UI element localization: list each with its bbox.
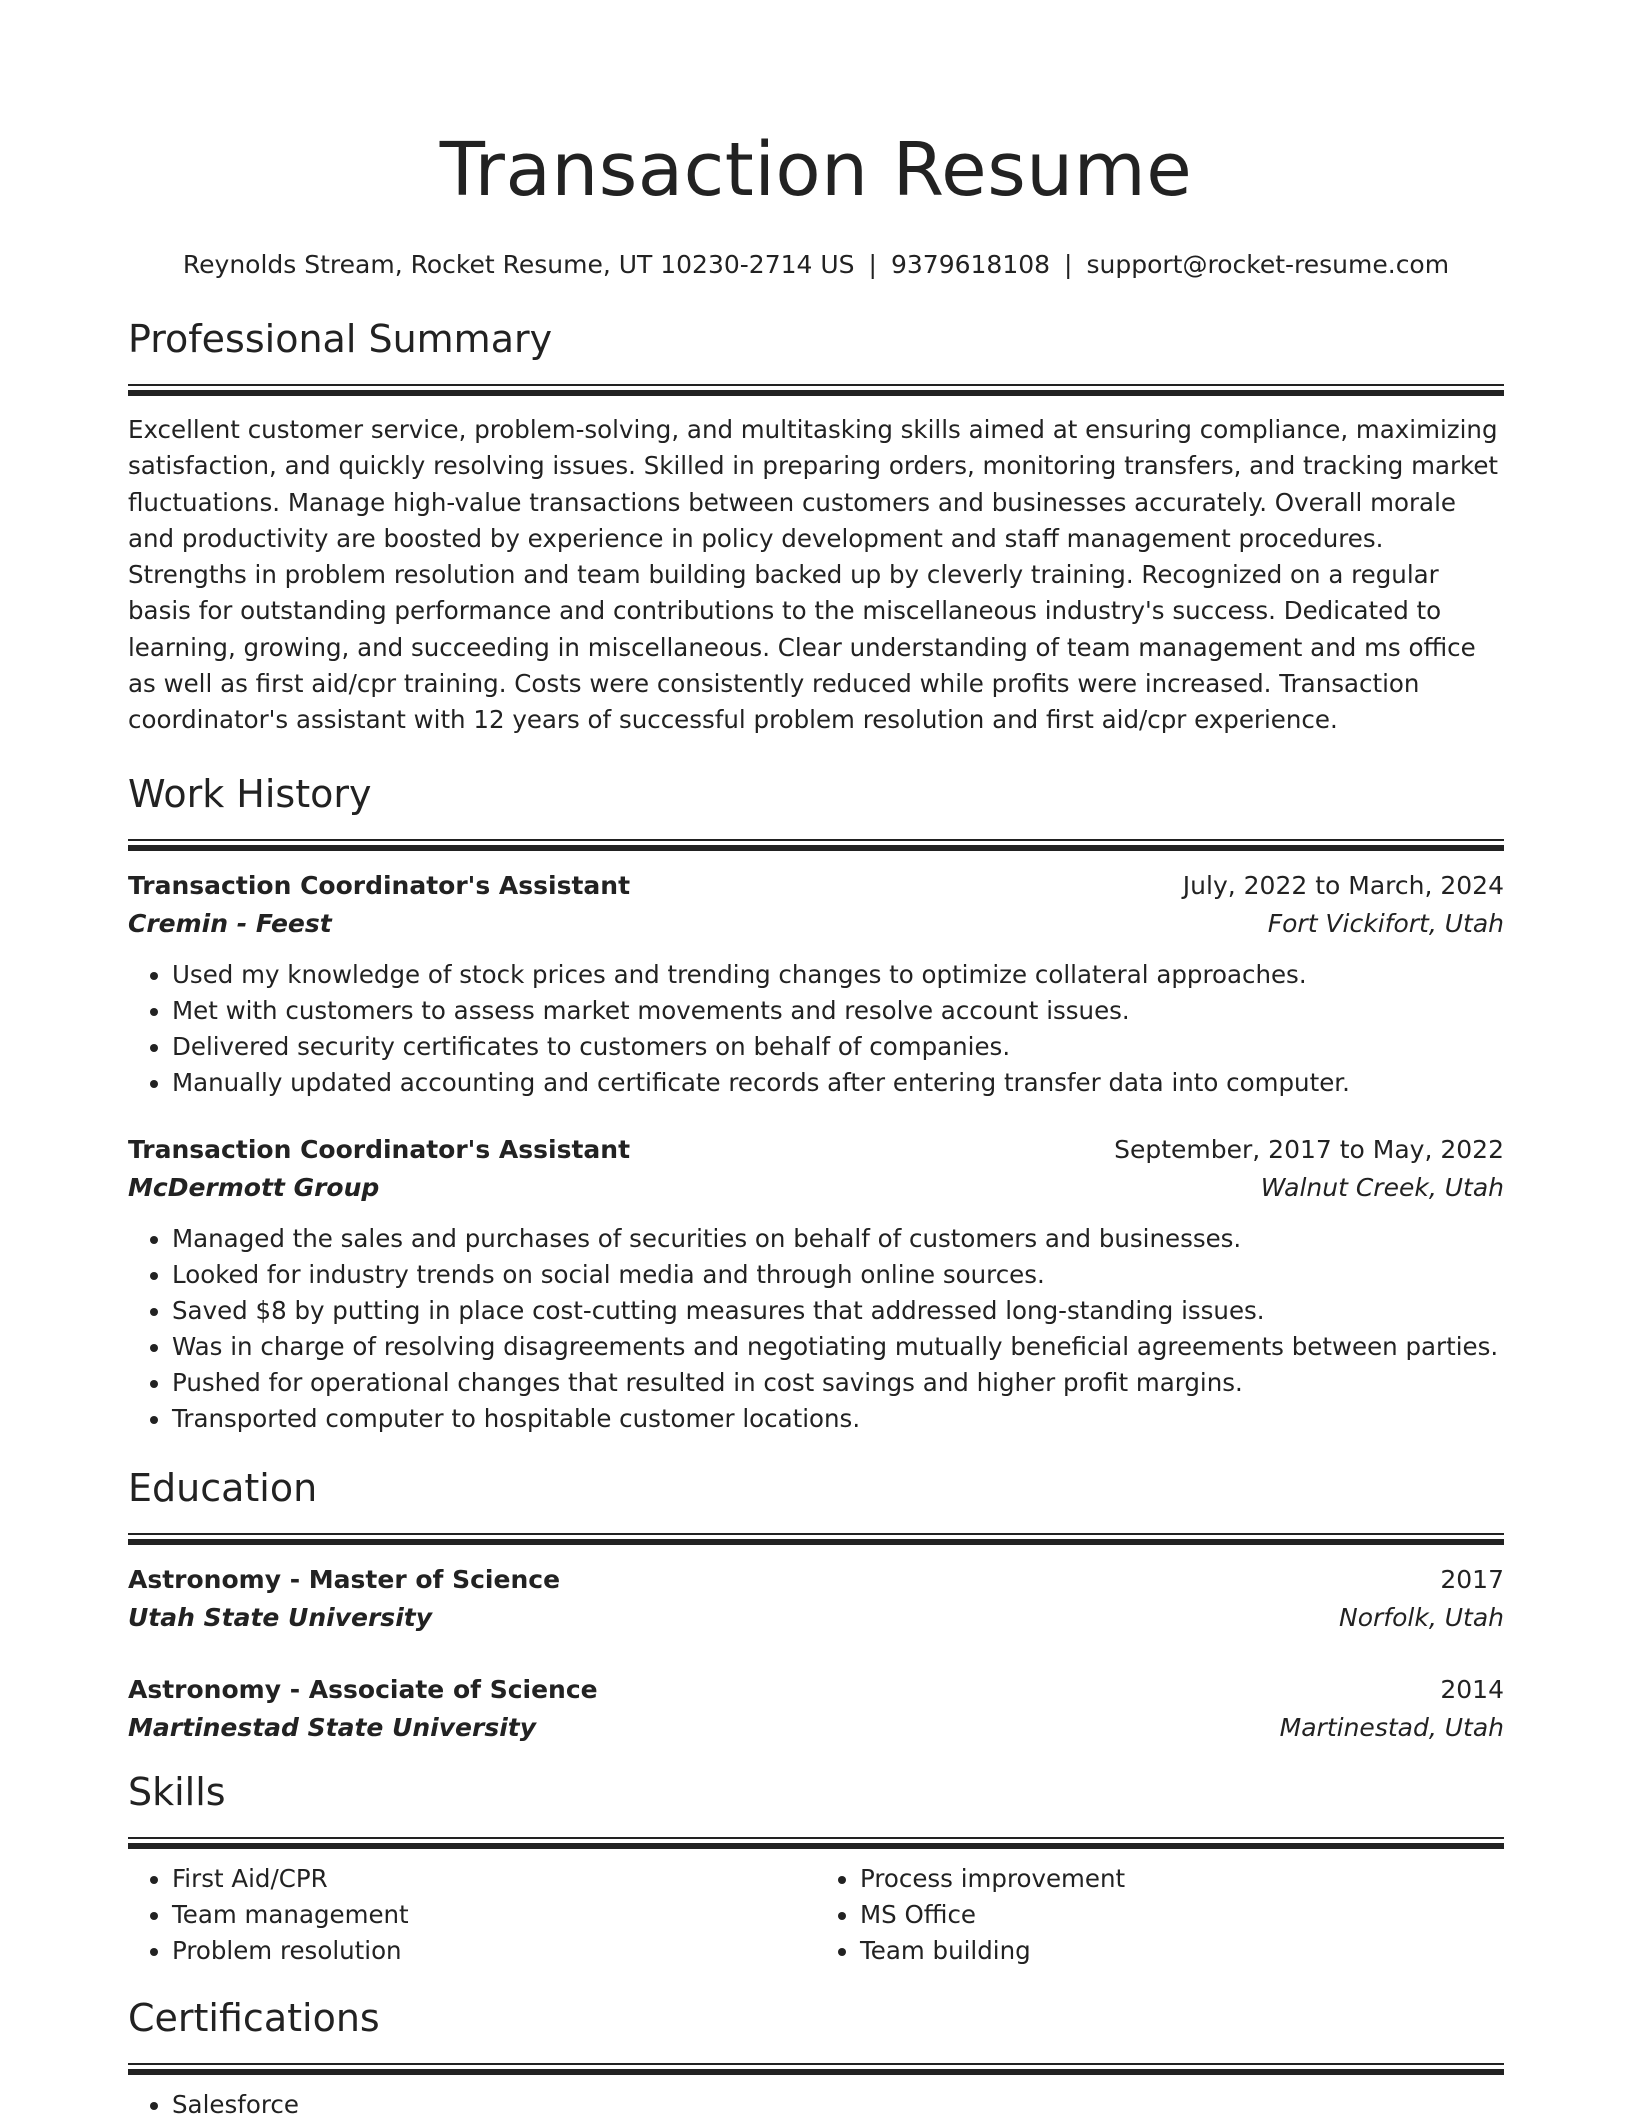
skills-heading: Skills [128, 1769, 226, 1814]
list-item: • First Aid/CPR [172, 1861, 816, 1897]
education-year: 2017 [1440, 1564, 1504, 1594]
summary-section [128, 314, 1504, 739]
list-item: • Met with customers to assess market movements and resolve account issues. [172, 993, 1504, 1029]
skills-column-right [816, 1861, 1504, 1969]
certifications-heading: Certifications [128, 1995, 380, 2040]
education-entry [128, 1561, 1504, 1637]
list-item: • Team building [860, 1933, 1504, 1969]
list-item: • Saved $8 by putting in place cost-cutting measures that addressed long-standing issues. [172, 1293, 1504, 1329]
education-subheader [128, 1709, 1504, 1747]
contact-email: support@rocket-resume.com [1086, 250, 1450, 279]
skills-grid [128, 1861, 1504, 1969]
contact-separator: | [868, 250, 877, 279]
list-item: • Looked for industry trends on social media and through online sources. [172, 1257, 1504, 1293]
job-bullets [128, 957, 1504, 1101]
job-company: McDermott Group [128, 1172, 380, 1202]
work-history-heading: Work History [128, 771, 372, 816]
job-subheader [128, 1169, 1504, 1207]
list-item: • Transported computer to hospitable customer locations. [172, 1401, 1504, 1437]
education-heading: Education [128, 1465, 318, 1510]
list-item: • Pushed for operational changes that resulted in cost savings and higher profit margins. [172, 1365, 1504, 1401]
list-item: • Used my knowledge of stock prices and trending changes to optimize collateral approaches. [172, 957, 1504, 993]
list-item: • Managed the sales and purchases of securities on behalf of customers and businesses. [172, 1221, 1504, 1257]
section-divider [128, 1533, 1504, 1545]
contact-line [128, 246, 1504, 284]
job-dates: September, 2017 to May, 2022 [1114, 1134, 1504, 1164]
education-header [128, 1561, 1504, 1599]
resume-name: Transaction Resume [439, 127, 1193, 213]
job-entry [128, 867, 1504, 1101]
work-history-section [128, 769, 1504, 1437]
job-company: Cremin - Feest [128, 908, 332, 938]
contact-phone: 9379618108 [890, 250, 1051, 279]
education-location: Martinestad, Utah [1279, 1712, 1504, 1742]
contact-separator: | [1064, 250, 1073, 279]
job-entry [128, 1131, 1504, 1437]
list-item: • Process improvement [860, 1861, 1504, 1897]
list-item: • Delivered security certificates to customers on behalf of companies. [172, 1029, 1504, 1065]
education-section [128, 1463, 1504, 1747]
summary-heading: Professional Summary [128, 317, 553, 361]
summary-text: Excellent customer service, problem-solving, and multitasking skills aimed at ensuring compliance, maximizing satisfaction, and quickly resolving issues. Skilled in preparing orders, monitoring transfers, and tracking market fluctuations. Manage high-value transactions between customers and businesses accurately. Overall morale and productivity are boosted by experience in policy development and staff management procedures. Strengths in problem resolution and team building backed up by cleverly training. Recognized on a regular basis for outstanding performance and contributions to the miscellaneous industry's success. Dedicated to learning, growing, and succeeding in miscellaneous. Clear understanding of team management and ms office as well as first aid/cpr training. Costs were consistently reduced while profits were increased. Transaction coordinator's assistant with 12 years of successful problem resolution and first aid/cpr experience. [128, 415, 1499, 735]
job-bullets [128, 1221, 1504, 1437]
education-degree: Astronomy - Master of Science [128, 1564, 561, 1594]
education-year: 2014 [1440, 1674, 1504, 1704]
section-divider [128, 384, 1504, 396]
list-item: • Manually updated accounting and certificate records after entering transfer data into computer. [172, 1065, 1504, 1101]
education-school: Martinestad State University [128, 1712, 537, 1742]
job-dates: July, 2022 to March, 2024 [1182, 870, 1504, 900]
job-title: Transaction Coordinator's Assistant [128, 1134, 631, 1164]
certifications-list [128, 2087, 1504, 2123]
list-item: • MS Office [860, 1897, 1504, 1933]
education-subheader [128, 1599, 1504, 1637]
education-entry [128, 1671, 1504, 1747]
list-item: • Salesforce [172, 2087, 1504, 2123]
education-header [128, 1671, 1504, 1709]
education-degree: Astronomy - Associate of Science [128, 1674, 598, 1704]
section-divider [128, 839, 1504, 851]
section-divider [128, 1837, 1504, 1849]
contact-address: Reynolds Stream, Rocket Resume, UT 10230-2714 US [182, 250, 855, 279]
section-divider [128, 2063, 1504, 2075]
job-location: Walnut Creek, Utah [1260, 1172, 1504, 1202]
job-header [128, 1131, 1504, 1169]
list-item: • Problem resolution [172, 1933, 816, 1969]
education-location: Norfolk, Utah [1339, 1602, 1504, 1632]
job-subheader [128, 905, 1504, 943]
job-location: Fort Vickifort, Utah [1267, 908, 1504, 938]
skills-list [128, 1861, 816, 1969]
skills-section [128, 1767, 1504, 1969]
certifications-section [128, 1993, 1504, 2123]
job-title: Transaction Coordinator's Assistant [128, 870, 631, 900]
list-item: • Team management [172, 1897, 816, 1933]
skills-list [816, 1861, 1504, 1969]
job-header [128, 867, 1504, 905]
list-item: • Was in charge of resolving disagreements and negotiating mutually beneficial agreements between parties. [172, 1329, 1504, 1365]
skills-column-left [128, 1861, 816, 1969]
education-school: Utah State University [128, 1602, 433, 1632]
